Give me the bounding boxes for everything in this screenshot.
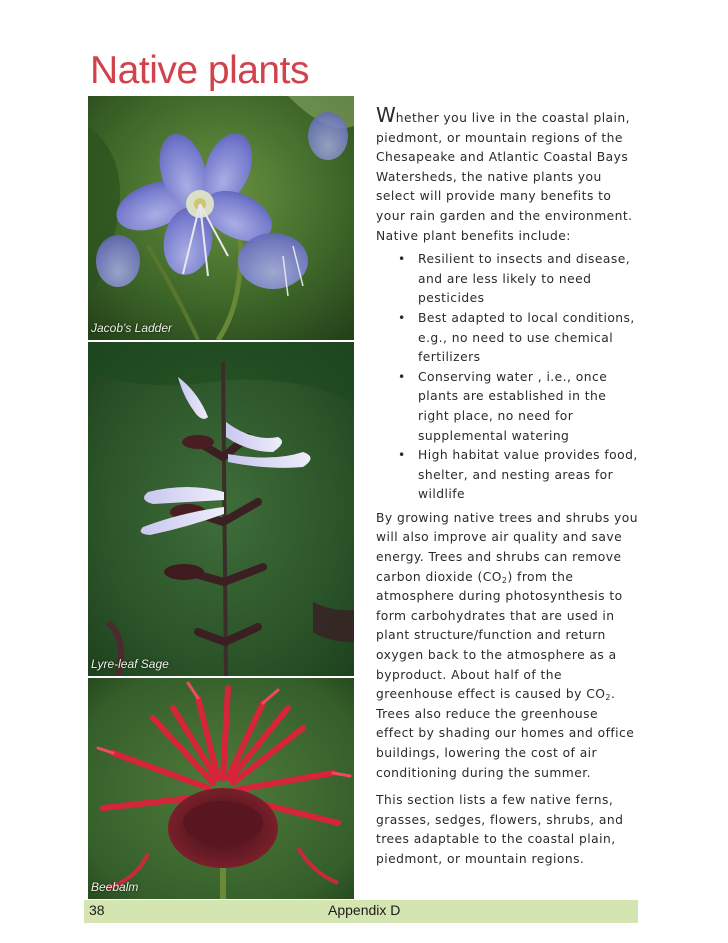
bullet-icon: • — [398, 448, 406, 463]
beebalm-photo — [88, 678, 354, 899]
section-label: Appendix D — [328, 902, 401, 918]
section-summary-paragraph: This section lists a few native ferns, grasses, sedges, flowers, shrubs, and trees adaptable to the coastal plain, piedmont, or mountain regions. — [376, 793, 624, 866]
jacobs-ladder-photo — [88, 96, 354, 340]
bullet-icon: • — [398, 310, 406, 325]
lyre-leaf-sage-photo — [88, 342, 354, 676]
beebalm-image — [88, 678, 354, 899]
page-title: Native plants — [90, 49, 309, 92]
benefit-text: Resilient to insects and disease, and are less likely to need pesticides — [418, 252, 631, 306]
photo-caption: Jacob's Ladder — [91, 321, 173, 335]
list-item — [398, 250, 638, 309]
bullet-icon: • — [398, 369, 406, 384]
photo-caption: Beebalm — [91, 880, 139, 894]
intro-paragraph — [376, 103, 638, 246]
page-number: 38 — [89, 902, 105, 918]
list-item — [398, 309, 638, 368]
para-text: . Trees also reduce the greenhouse effect by shading our homes and office buildings, lowering the cost of air conditioning during the summer. — [376, 687, 635, 780]
jacobs-ladder-image — [88, 96, 354, 340]
intro-text: hether you live in the coastal plain, piedmont, or mountain regions of the Chesapeake and Atlantic Coastal Bays Watersheds, the native plants you select will provide many benefits to your rain garden and the environment. Native plant benefits include: — [376, 111, 633, 243]
benefits-list — [376, 250, 638, 505]
photo-column — [88, 96, 354, 899]
para-text: ) from the atmosphere during photosynthesis to form carbohydrates that are used in plant structure/function and return oxygen back to the atmosphere as a byproduct. About half of the greenhouse effect is caused by CO — [376, 569, 623, 702]
lyre-leaf-sage-image — [88, 342, 354, 676]
photo-caption: Lyre-leaf Sage — [91, 657, 169, 671]
list-item — [398, 446, 638, 505]
body-text — [376, 103, 638, 870]
list-item — [398, 368, 638, 446]
subscript: 2 — [605, 693, 611, 703]
bullet-icon: • — [398, 252, 406, 267]
subscript: 2 — [501, 575, 508, 585]
benefit-text: Best adapted to local conditions, e.g., no need to use chemical fertilizers — [418, 310, 635, 365]
air-quality-paragraph — [376, 509, 638, 783]
drop-cap: W — [376, 103, 396, 127]
benefit-text: High habitat value provides food, shelter, and nesting areas for wildlife — [418, 448, 638, 502]
page-footer — [84, 900, 638, 923]
benefit-text: Conserving water , i.e., once plants are established in the right place, no need for supplemental watering — [418, 369, 608, 443]
para-text: By growing native trees and shrubs you will also improve air quality and save energy. Trees and shrubs can remove carbon dioxide (CO — [376, 510, 638, 584]
